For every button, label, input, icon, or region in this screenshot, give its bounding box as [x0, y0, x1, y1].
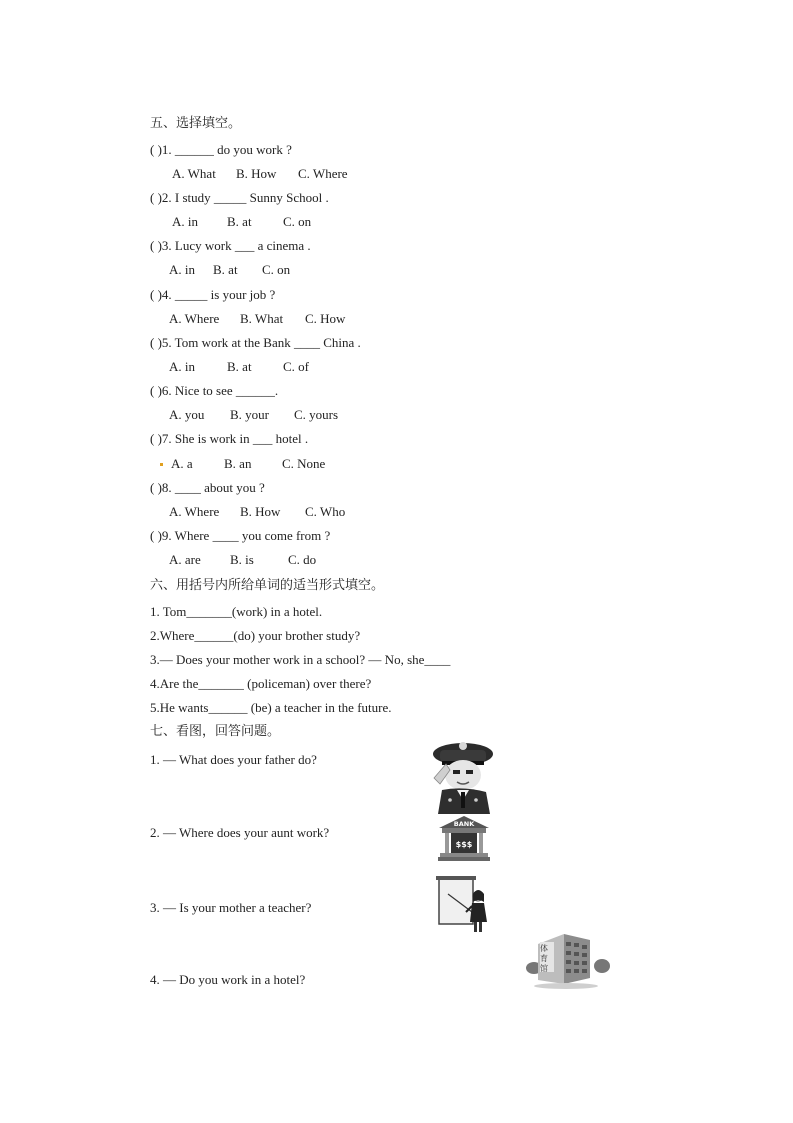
option-c: C. on — [283, 214, 312, 229]
question-stem: ( )3. Lucy work ___ a cinema . — [150, 238, 311, 253]
fill-item: 4.Are the_______ (policeman) over there? — [150, 676, 372, 691]
option-a: A. in — [172, 214, 198, 229]
option-b: B. at — [213, 262, 238, 277]
option-b: B. at — [227, 359, 252, 374]
question-stem: ( )5. Tom work at the Bank ____ China . — [150, 335, 361, 350]
gym-building-icon — [524, 928, 612, 990]
question-options — [171, 456, 325, 472]
option-a: A. are — [169, 552, 201, 567]
section7-heading: 七、看图，回答问题。 — [150, 724, 281, 739]
option-c: C. on — [262, 262, 291, 277]
fill-item: 3.— Does your mother work in a school? — No, she____ — [150, 652, 451, 667]
option-b: B. How — [236, 166, 277, 181]
question-options — [169, 504, 345, 520]
option-c: C. do — [288, 552, 317, 567]
gym-sign: 体育馆 — [540, 944, 548, 973]
question-stem: ( )4. _____ is your job ? — [150, 287, 276, 302]
question-stem: ( )8. ____ about you ? — [150, 480, 265, 495]
picture-question: 4. — Do you work in a hotel? — [150, 972, 306, 987]
question-stem: ( )6. Nice to see ______. — [150, 383, 279, 398]
section5-heading: 五、选择填空。 — [150, 116, 242, 131]
picture-question: 3. — Is your mother a teacher? — [150, 900, 312, 915]
question-stem: ( )9. Where ____ you come from ? — [150, 528, 331, 543]
fill-item: 5.He wants______ (be) a teacher in the future. — [150, 700, 392, 715]
option-c: C. How — [305, 311, 346, 326]
question-options — [169, 359, 309, 375]
teacher-icon — [434, 874, 494, 934]
option-b: B. at — [227, 214, 252, 229]
bank-sign: BANK — [453, 820, 475, 828]
option-b: B. your — [230, 407, 269, 422]
option-b: B. is — [230, 552, 254, 567]
option-a: A. Where — [169, 504, 220, 519]
picture-question: 2. — Where does your aunt work? — [150, 825, 330, 840]
picture-question: 1. — What does your father do? — [150, 752, 317, 767]
question-options — [169, 262, 290, 278]
option-a: A. a — [171, 456, 193, 471]
question-stem: ( )2. I study _____ Sunny School . — [150, 190, 329, 205]
option-c: C. of — [283, 359, 309, 374]
bank-money: $$$ — [455, 840, 473, 849]
option-a: A. Where — [169, 311, 220, 326]
stray-mark — [160, 463, 163, 466]
bank-icon — [436, 814, 492, 862]
question-options — [169, 311, 345, 327]
question-options — [172, 166, 348, 182]
option-b: B. What — [240, 311, 284, 326]
question-stem: ( )1. ______ do you work ? — [150, 142, 292, 157]
question-options — [169, 552, 316, 568]
fill-item: 2.Where______(do) your brother study? — [150, 628, 361, 643]
question-options — [172, 214, 311, 230]
option-a: A. in — [169, 359, 195, 374]
option-c: C. Who — [305, 504, 346, 519]
section6-heading: 六、用括号内所给单词的适当形式填空。 — [150, 578, 385, 593]
policeman-icon — [428, 730, 496, 816]
option-b: B. How — [240, 504, 281, 519]
option-c: C. None — [282, 456, 326, 471]
fill-item: 1. Tom_______(work) in a hotel. — [150, 604, 323, 619]
option-b: B. an — [224, 456, 252, 471]
option-c: C. Where — [298, 166, 348, 181]
question-stem: ( )7. She is work in ___ hotel . — [150, 431, 309, 446]
option-c: C. yours — [294, 407, 339, 422]
option-a: A. in — [169, 262, 195, 277]
option-a: A. you — [169, 407, 205, 422]
question-options — [169, 407, 338, 423]
option-a: A. What — [172, 166, 216, 181]
